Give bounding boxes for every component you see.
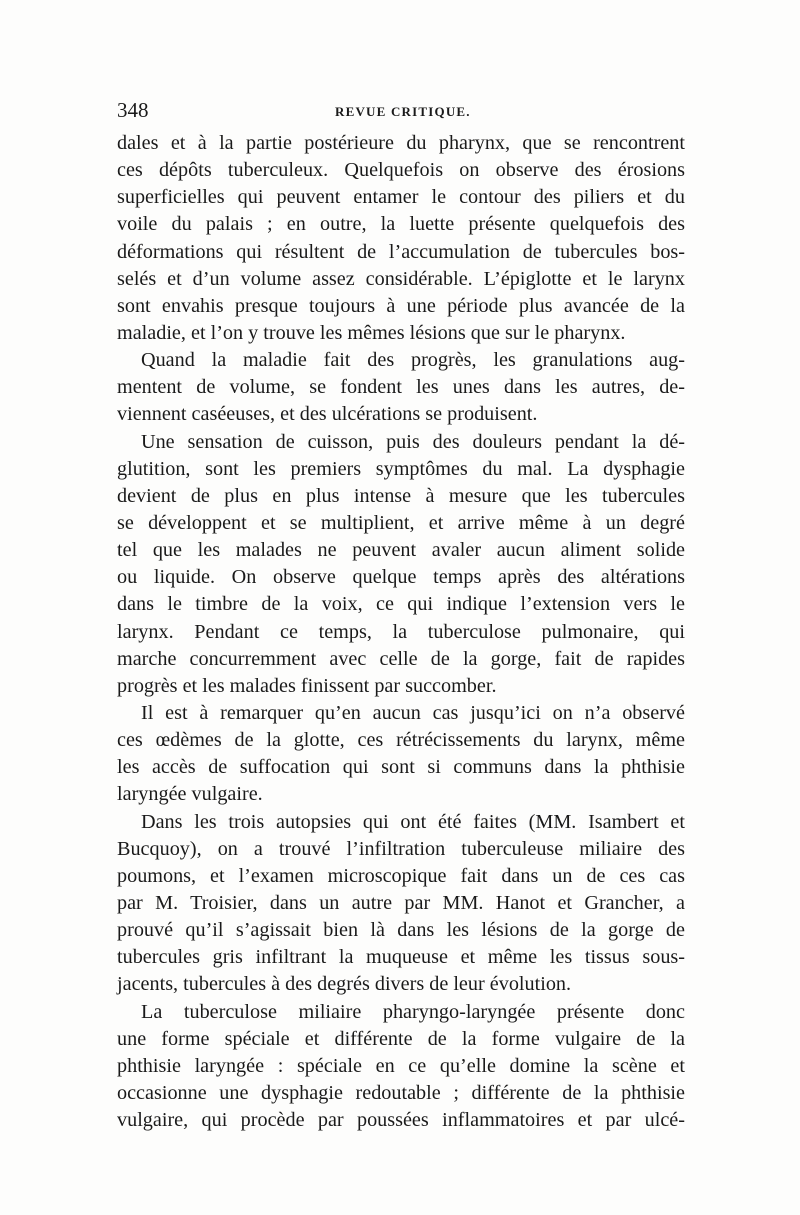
- text-line: Quand la maladie fait des progrès, les granulations aug-: [141, 349, 685, 372]
- text-line: mentent de volume, se fondent les unes dans les autres, de-: [117, 376, 685, 399]
- text-line: déformations qui résultent de l’accumulation de tubercules bos-: [117, 240, 685, 263]
- text-line: progrès et les malades finissent par succomber.: [117, 674, 497, 697]
- text-line: une forme spéciale et différente de la forme vulgaire de la: [117, 1027, 685, 1050]
- page-number: 348: [117, 98, 149, 122]
- text-line: dans le timbre de la voix, ce qui indique l’extension vers le: [117, 593, 685, 616]
- text-line: devient de plus en plus intense à mesure que les tubercules: [117, 484, 685, 507]
- text-line: sont envahis presque toujours à une période plus avancée de la: [117, 294, 685, 317]
- text-line: se développent et se multiplient, et arrive même à un degré: [117, 511, 685, 534]
- text-line: ou liquide. On observe quelque temps après des altérations: [117, 566, 685, 589]
- text-line: jacents, tubercules à des degrés divers de leur évolution.: [117, 973, 572, 996]
- text-line: selés et d’un volume assez considérable. L’épiglotte et le larynx: [117, 267, 685, 290]
- text-line: Dans les trois autopsies qui ont été faites (MM. Isambert et: [141, 810, 685, 833]
- text-line: Bucquoy), on a trouvé l’infiltration tuberculeuse miliaire des: [117, 837, 685, 860]
- page-header: [117, 98, 683, 126]
- text-line: voile du palais ; en outre, la luette présente quelquefois des: [117, 213, 685, 236]
- text-line: par M. Troisier, dans un autre par MM. Hanot et Grancher, a: [117, 891, 685, 914]
- text-line: larynx. Pendant ce temps, la tuberculose pulmonaire, qui: [117, 620, 685, 643]
- text-line: ces œdèmes de la glotte, ces rétrécissements du larynx, même: [117, 729, 685, 752]
- text-line: tel que les malades ne peuvent avaler aucun aliment solide: [117, 539, 685, 562]
- text-line: Une sensation de cuisson, puis des douleurs pendant la dé-: [141, 430, 685, 453]
- text-line: ces dépôts tuberculeux. Quelquefois on observe des érosions: [117, 159, 685, 182]
- text-line: poumons, et l’examen microscopique fait dans un de ces cas: [117, 864, 685, 887]
- body-text: [117, 130, 685, 1134]
- text-line: phthisie laryngée : spéciale en ce qu’elle domine la scène et: [117, 1054, 685, 1077]
- text-line: vulgaire, qui procède par poussées inflammatoires et par ulcé-: [117, 1109, 685, 1132]
- text-line: occasionne une dysphagie redoutable ; différente de la phthisie: [117, 1081, 685, 1104]
- text-line: La tuberculose miliaire pharyngo-laryngée présente donc: [141, 1000, 685, 1023]
- text-line: superficielles qui peuvent entamer le contour des piliers et du: [117, 186, 685, 209]
- text-line: dales et à la partie postérieure du pharynx, que se rencontrent: [117, 132, 685, 154]
- text-line: les accès de suffocation qui sont si communs dans la phthisie: [117, 756, 685, 779]
- text-line: glutition, sont les premiers symptômes du mal. La dysphagie: [117, 457, 685, 480]
- text-line: laryngée vulgaire.: [117, 783, 263, 806]
- text-line: marche concurremment avec celle de la gorge, fait de rapides: [117, 647, 685, 670]
- running-head: REVUE CRITIQUE.: [335, 104, 471, 119]
- text-line: tubercules gris infiltrant la muqueuse et même les tissus sous-: [117, 946, 685, 969]
- text-line: maladie, et l’on y trouve les mêmes lésions que sur le pharynx.: [117, 321, 626, 344]
- text-line: viennent caséeuses, et des ulcérations se produisent.: [117, 403, 538, 426]
- text-line: prouvé qu’il s’agissait bien là dans les lésions de la gorge de: [117, 919, 685, 942]
- text-line: Il est à remarquer qu’en aucun cas jusqu’ici on n’a observé: [141, 701, 685, 724]
